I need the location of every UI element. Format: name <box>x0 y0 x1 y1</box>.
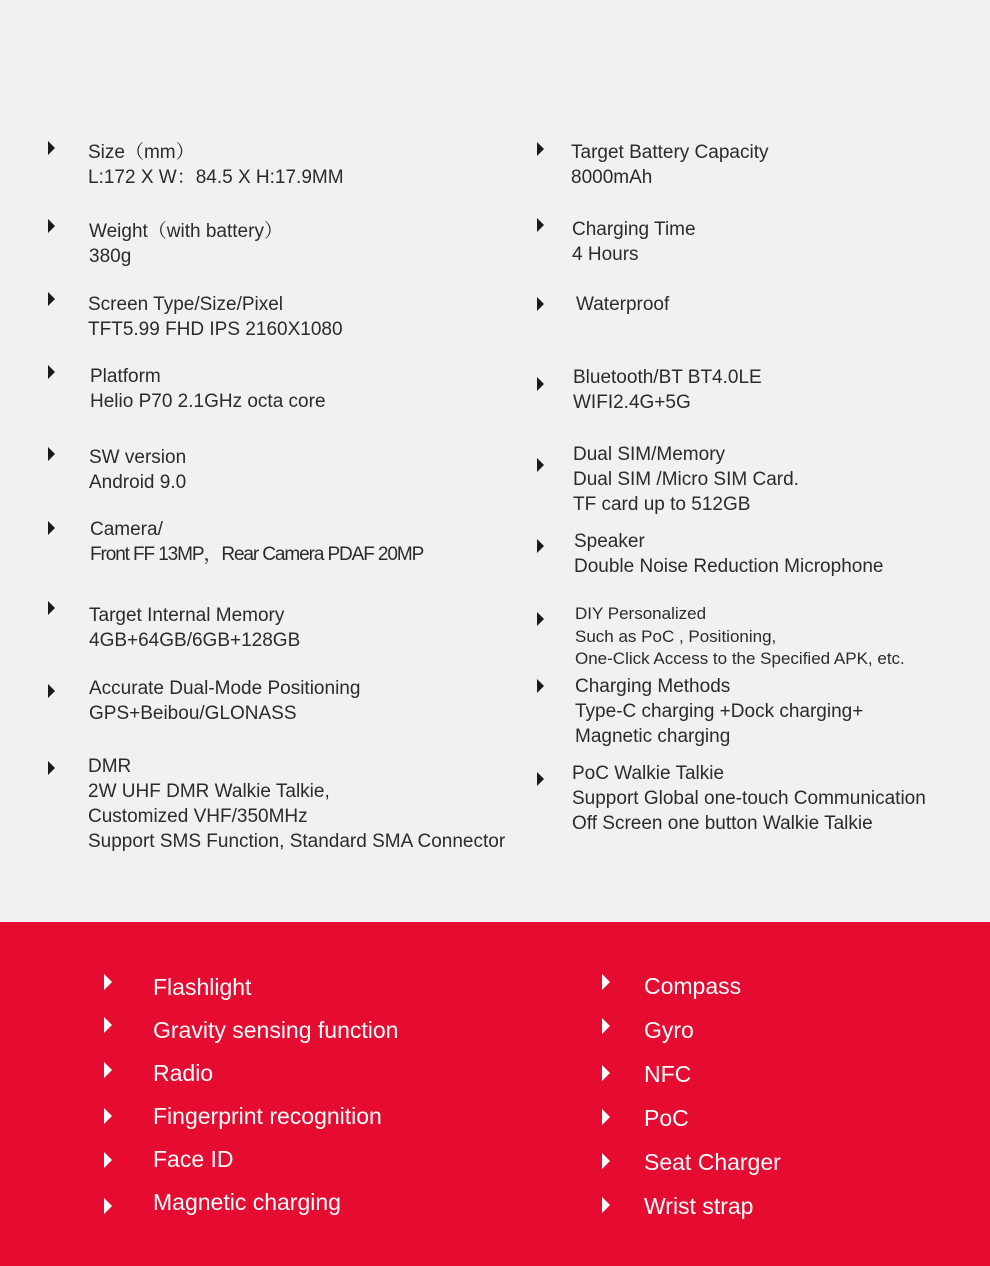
spec-value: Magnetic charging <box>575 726 731 747</box>
bullet-triangle-icon <box>537 218 544 232</box>
spec-speaker <box>574 529 883 579</box>
bullet-triangle-icon <box>104 1198 112 1214</box>
spec-title: Camera/ <box>90 519 163 540</box>
spec-title: Waterproof <box>576 294 670 315</box>
spec-positioning <box>89 676 360 726</box>
feature-face-id: Face ID <box>153 1146 234 1172</box>
bullet-triangle-icon <box>537 539 544 553</box>
spec-title: SW version <box>89 447 187 468</box>
spec-waterproof <box>576 292 669 317</box>
feature-gyro: Gyro <box>644 1017 694 1043</box>
spec-battery <box>571 140 768 190</box>
bullet-triangle-icon <box>602 1109 610 1125</box>
feature-flashlight: Flashlight <box>153 974 252 1000</box>
spec-value: Off Screen one button Walkie Talkie <box>572 813 873 834</box>
spec-diy <box>575 603 905 671</box>
bullet-triangle-icon <box>104 1017 112 1033</box>
feature-poc: PoC <box>644 1105 689 1131</box>
spec-value: L:172 X W：84.5 X H:17.9MM <box>88 167 344 188</box>
spec-bluetooth-wifi <box>573 365 762 415</box>
spec-value: 8000mAh <box>571 167 653 188</box>
feature-nfc: NFC <box>644 1061 692 1087</box>
spec-title: Target Battery Capacity <box>571 142 769 163</box>
feature-radio: Radio <box>153 1060 214 1086</box>
spec-internal-memory <box>89 603 300 653</box>
feature-fingerprint: Fingerprint recognition <box>153 1103 382 1129</box>
feature-wrist-strap: Wrist strap <box>644 1193 754 1219</box>
bullet-triangle-icon <box>537 458 544 472</box>
bullet-triangle-icon <box>48 141 55 155</box>
bullet-triangle-icon <box>537 297 544 311</box>
spec-title: Weight（with battery） <box>89 221 283 242</box>
spec-title: Accurate Dual-Mode Positioning <box>89 678 361 699</box>
spec-title: Charging Time <box>572 219 696 240</box>
spec-value: Support SMS Function, Standard SMA Connector <box>88 831 506 852</box>
feature-magnetic-charging: Magnetic charging <box>153 1189 341 1215</box>
spec-camera <box>90 517 423 567</box>
bullet-triangle-icon <box>537 612 544 626</box>
spec-title: Screen Type/Size/Pixel <box>88 294 284 315</box>
spec-value: WIFI2.4G+5G <box>573 392 691 413</box>
spec-value: Dual SIM /Micro SIM Card. <box>573 469 799 490</box>
spec-value: TF card up to 512GB <box>573 494 751 515</box>
spec-screen <box>88 292 343 342</box>
spec-value: 380g <box>89 246 132 267</box>
spec-title: Dual SIM/Memory <box>573 444 726 465</box>
bullet-triangle-icon <box>602 1065 610 1081</box>
bullet-triangle-icon <box>48 601 55 615</box>
spec-value: 2W UHF DMR Walkie Talkie, <box>88 781 330 802</box>
spec-value: Type-C charging +Dock charging+ <box>575 701 864 722</box>
bullet-triangle-icon <box>48 684 55 698</box>
bullet-triangle-icon <box>537 142 544 156</box>
bullet-triangle-icon <box>48 365 55 379</box>
spec-value: Such as PoC , Positioning, <box>575 626 777 646</box>
bullet-triangle-icon <box>48 521 55 535</box>
bullet-triangle-icon <box>537 679 544 693</box>
feature-seat-charger: Seat Charger <box>644 1149 781 1175</box>
spec-poc <box>572 761 926 836</box>
bullet-triangle-icon <box>104 1152 112 1168</box>
spec-title: Size（mm） <box>88 142 195 163</box>
bullet-triangle-icon <box>537 772 544 786</box>
feature-gravity-sensing: Gravity sensing function <box>153 1017 399 1043</box>
spec-title: DMR <box>88 756 132 777</box>
spec-title: Bluetooth/BT BT4.0LE <box>573 367 762 388</box>
features-band <box>0 922 990 1266</box>
spec-value: 4 Hours <box>572 244 639 265</box>
bullet-triangle-icon <box>537 377 544 391</box>
bullet-triangle-icon <box>48 292 55 306</box>
spec-value: GPS+Beibou/GLONASS <box>89 703 297 724</box>
spec-size <box>88 140 344 190</box>
bullet-triangle-icon <box>104 1108 112 1124</box>
bullet-triangle-icon <box>602 1018 610 1034</box>
bullet-triangle-icon <box>104 974 112 990</box>
bullet-triangle-icon <box>602 1197 610 1213</box>
spec-dmr <box>88 754 505 854</box>
spec-value: Customized VHF/350MHz <box>88 806 308 827</box>
spec-dual-sim <box>573 442 799 517</box>
spec-title: DIY Personalized <box>575 604 707 623</box>
feature-compass: Compass <box>644 973 742 999</box>
spec-value: TFT5.99 FHD IPS 2160X1080 <box>88 319 343 340</box>
bullet-triangle-icon <box>602 974 610 990</box>
spec-value: Helio P70 2.1GHz octa core <box>90 391 326 412</box>
bullet-triangle-icon <box>104 1062 112 1078</box>
spec-value: Double Noise Reduction Microphone <box>574 556 884 577</box>
spec-title: Speaker <box>574 531 645 552</box>
spec-value: One-Click Access to the Specified APK, etc. <box>575 649 905 668</box>
spec-charging-time <box>572 217 696 267</box>
bullet-triangle-icon <box>48 219 55 233</box>
spec-title: Charging Methods <box>575 676 731 697</box>
spec-weight <box>89 219 283 269</box>
spec-value: Support Global one-touch Communication <box>572 788 926 809</box>
spec-title: Target Internal Memory <box>89 605 285 626</box>
spec-value: 4GB+64GB/6GB+128GB <box>89 630 301 651</box>
spec-value: Front FF 13MP，Rear Camera PDAF 20MP <box>90 544 424 565</box>
spec-value: Android 9.0 <box>89 472 187 493</box>
bullet-triangle-icon <box>602 1153 610 1169</box>
spec-title: Platform <box>90 366 161 387</box>
spec-platform <box>90 364 326 414</box>
bullet-triangle-icon <box>48 447 55 461</box>
bullet-triangle-icon <box>48 761 55 775</box>
spec-sw-version <box>89 445 186 495</box>
spec-charging-methods <box>575 674 863 749</box>
spec-title: PoC Walkie Talkie <box>572 763 725 784</box>
